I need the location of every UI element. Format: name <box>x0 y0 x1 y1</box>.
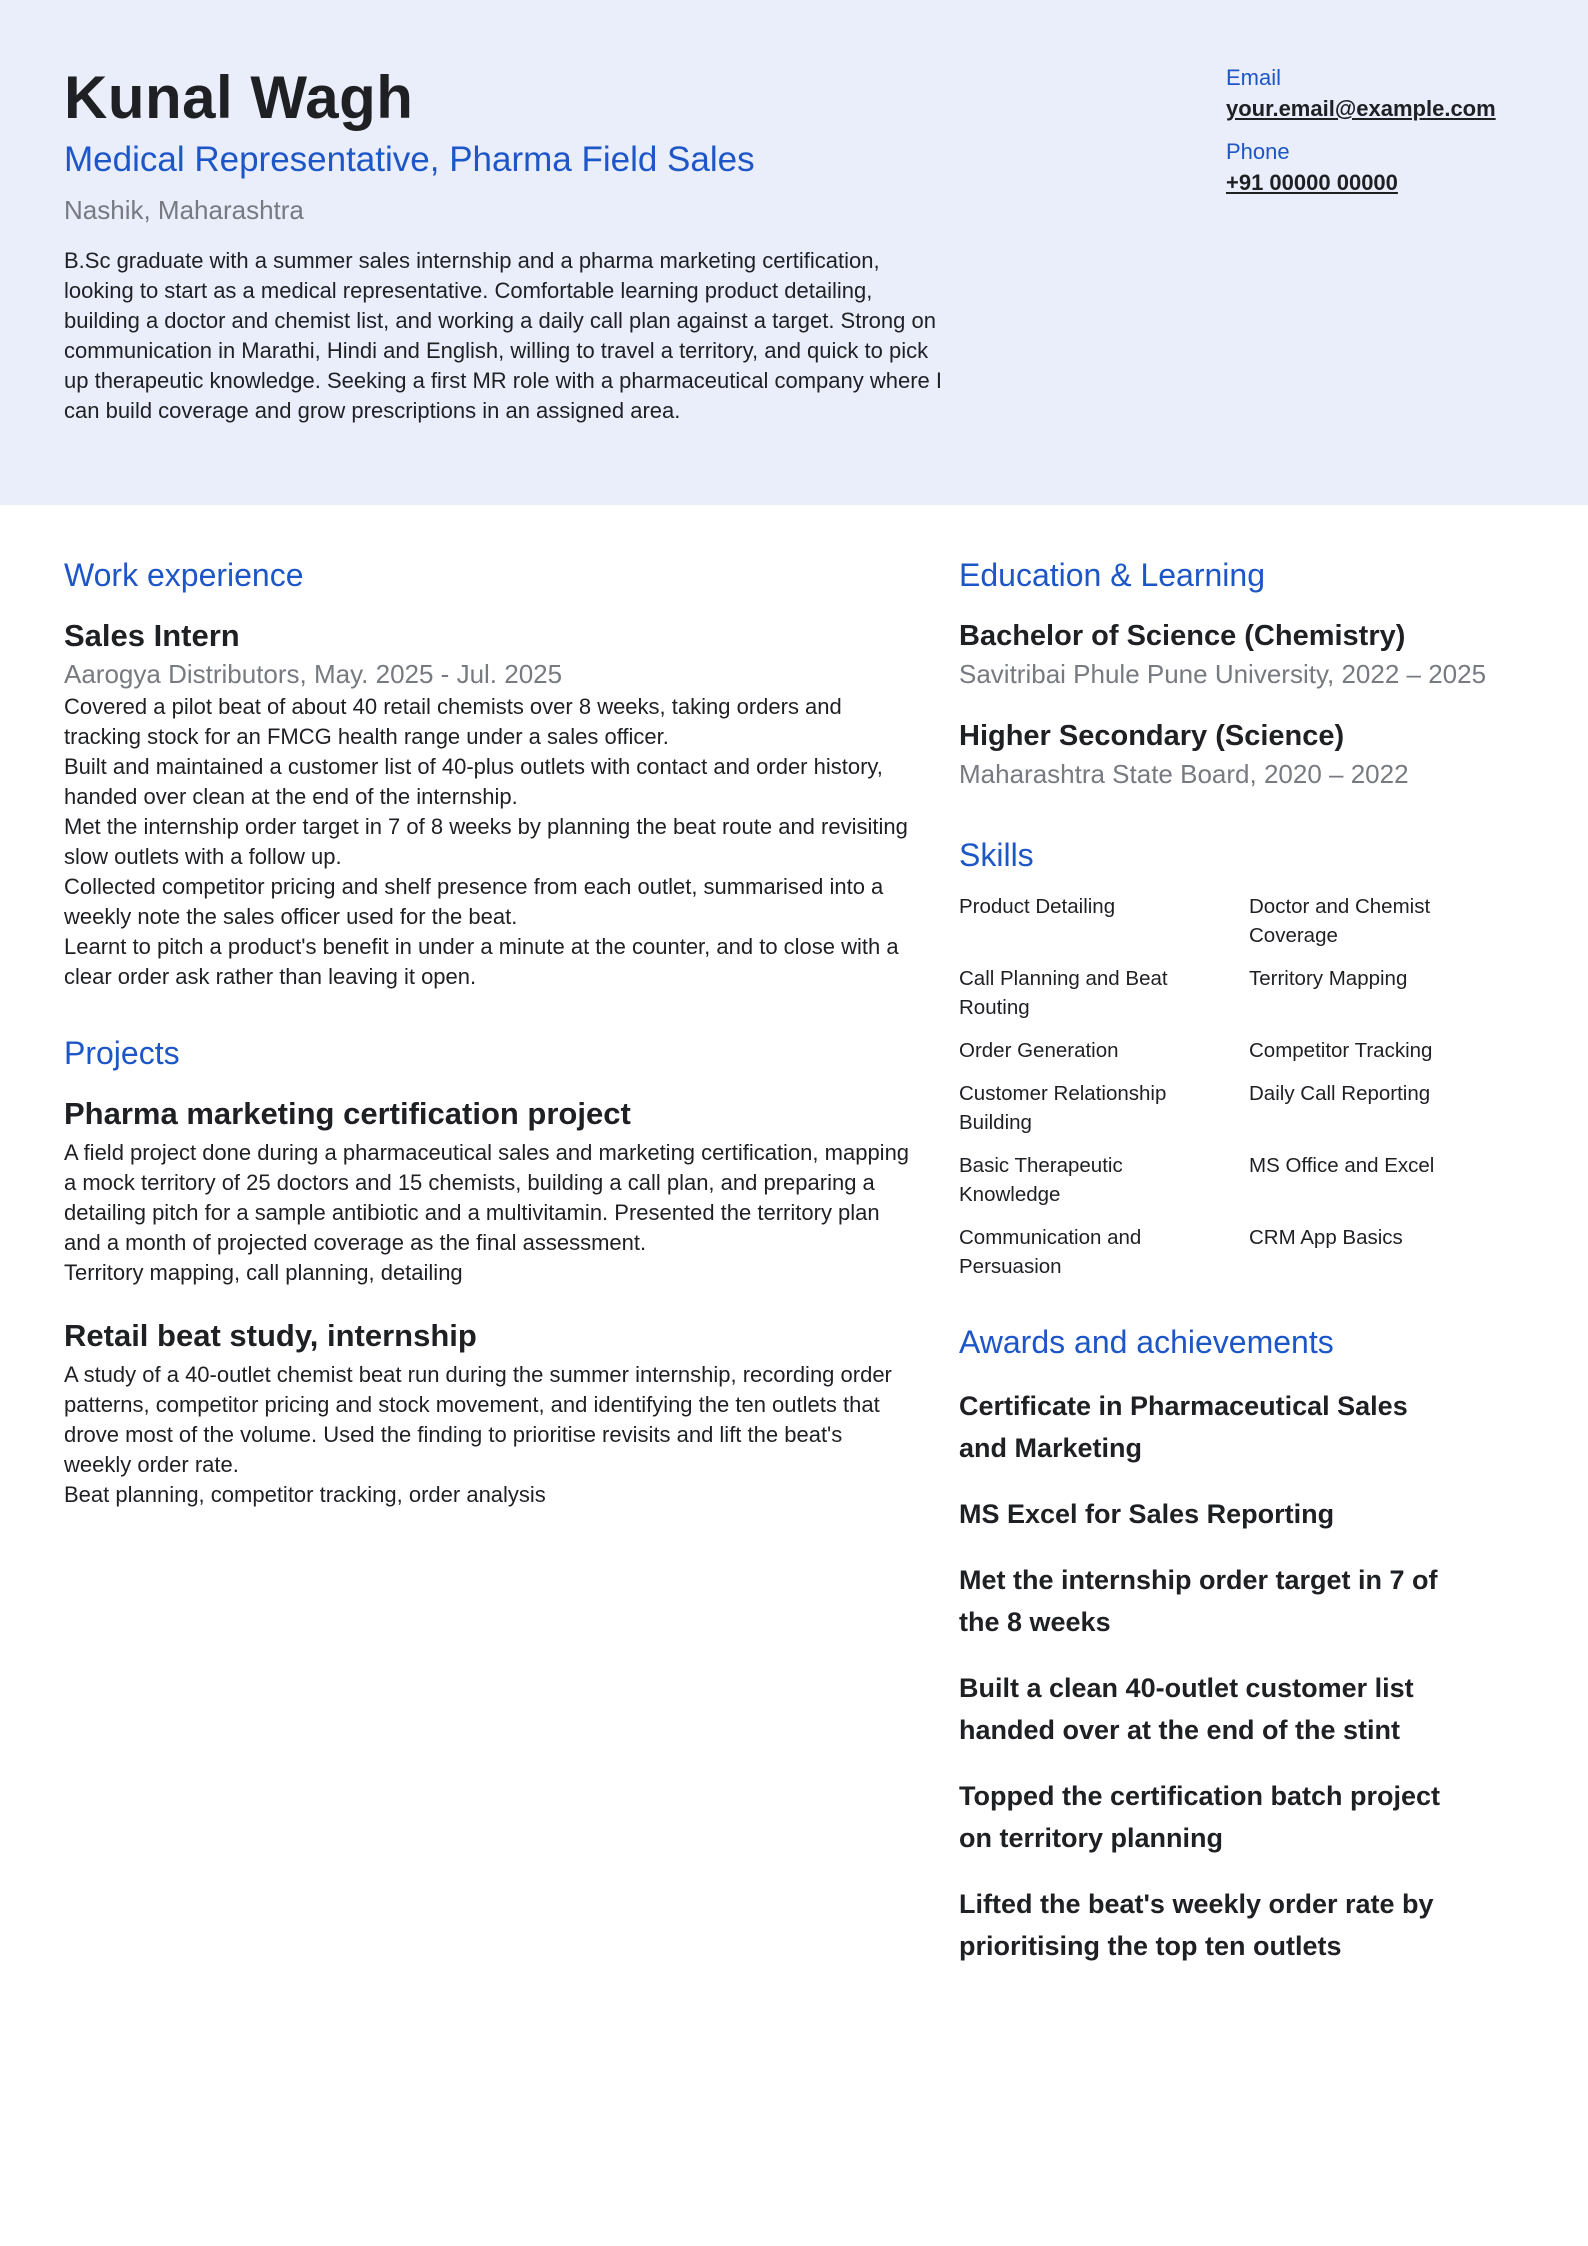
left-column <box>64 552 914 1510</box>
projects-section <box>64 1030 914 1510</box>
job-bullets <box>64 692 914 992</box>
project-item <box>64 1094 914 1288</box>
degree-detail: Maharashtra State Board, 2020 – 2022 <box>959 759 1409 789</box>
skill-item: Customer Relationship Building <box>959 1082 1167 1134</box>
skill-item: Call Planning and Beat Routing <box>959 967 1168 1019</box>
project-name: Pharma marketing certification project <box>64 1096 631 1131</box>
skill-item: Product Detailing <box>959 895 1116 918</box>
skill-item: Competitor Tracking <box>1249 1039 1433 1062</box>
email-label: Email <box>1226 65 1282 90</box>
project-tags: Beat planning, competitor tracking, order analysis <box>64 1482 546 1507</box>
work-experience-heading: Work experience <box>64 557 304 593</box>
degree-name: Higher Secondary (Science) <box>959 720 1345 752</box>
phone-link[interactable]: +91 00000 00000 <box>1226 170 1398 195</box>
award-item: Topped the certification batch project on territory planning <box>959 1781 1441 1853</box>
job-bullet: Built and maintained a customer list of 40-plus outlets with contact and order history, handed over clean at the end of the internship. <box>64 754 883 809</box>
candidate-name: Kunal Wagh <box>64 64 414 131</box>
contact-block <box>1226 62 1566 198</box>
job-employer-dates: Aarogya Distributors, May. 2025 - Jul. 2025 <box>64 659 563 689</box>
project-tags: Territory mapping, call planning, detailing <box>64 1260 463 1285</box>
education-heading: Education & Learning <box>959 557 1265 593</box>
skill-item: Communication and Persuasion <box>959 1226 1142 1278</box>
award-item: Certificate in Pharmaceutical Sales and Marketing <box>959 1391 1408 1463</box>
skill-item: Territory Mapping <box>1249 967 1408 990</box>
skills-heading: Skills <box>959 837 1034 873</box>
degree-name: Bachelor of Science (Chemistry) <box>959 620 1406 652</box>
email-link[interactable]: your.email@example.com <box>1226 96 1496 121</box>
job-bullet: Learnt to pitch a product's benefit in under a minute at the counter, and to close with a clear order ask rather than leaving it open. <box>64 934 899 989</box>
award-item: Built a clean 40-outlet customer list handed over at the end of the stint <box>959 1673 1414 1745</box>
phone-label: Phone <box>1226 139 1290 164</box>
degree-detail: Savitribai Phule Pune University, 2022 – 2025 <box>959 659 1487 689</box>
candidate-role: Medical Representative, Pharma Field Sales <box>64 140 755 179</box>
skill-item: Order Generation <box>959 1039 1119 1062</box>
education-item <box>959 716 1559 792</box>
job-title: Sales Intern <box>64 618 240 653</box>
award-item: MS Excel for Sales Reporting <box>959 1499 1335 1529</box>
job-bullet: Met the internship order target in 7 of 8 weeks by planning the beat route and revisiting slow outlets with a follow up. <box>64 814 908 869</box>
awards-heading: Awards and achievements <box>959 1324 1334 1360</box>
project-item <box>64 1316 914 1510</box>
award-item: Met the internship order target in 7 of the 8 weeks <box>959 1565 1438 1637</box>
project-description: A field project done during a pharmaceutical sales and marketing certification, mapping a mock territory of 25 doctors and 15 chemists, building a call plan, and preparing a detailing pitch for a sample antibiotic and a multivitamin. Presented the territory plan and a month of projected coverage as the final assessment. <box>64 1140 910 1255</box>
projects-heading: Projects <box>64 1035 180 1071</box>
skills-grid <box>959 892 1559 1281</box>
skill-item: CRM App Basics <box>1249 1226 1403 1249</box>
resume-header <box>0 0 1588 505</box>
job-bullet: Covered a pilot beat of about 40 retail chemists over 8 weeks, taking orders and tracking stock for an FMCG health range under a sales officer. <box>64 694 842 749</box>
job-bullet: Collected competitor pricing and shelf presence from each outlet, summarised into a weekly note the sales officer used for the beat. <box>64 874 884 929</box>
candidate-location: Nashik, Maharashtra <box>64 195 304 225</box>
award-item: Lifted the beat's weekly order rate by prioritising the top ten outlets <box>959 1889 1434 1961</box>
project-name: Retail beat study, internship <box>64 1318 477 1353</box>
profile-summary: B.Sc graduate with a summer sales internship and a pharma marketing certification, looking to start as a medical representative. Comfortable learning product detailing, building a doctor and chemist list, and working a daily call plan against a target. Strong on communication in Marathi, Hindi and English, willing to travel a territory, and quick to pick up therapeutic knowledge. Seeking a first MR role with a pharmaceutical company where I can build coverage and grow prescriptions in an assigned area. <box>64 248 943 423</box>
skill-item: Basic Therapeutic Knowledge <box>959 1154 1123 1206</box>
education-section <box>959 552 1559 792</box>
awards-section <box>959 1319 1559 1967</box>
work-experience-section <box>64 552 914 992</box>
right-column <box>959 552 1559 1991</box>
education-item <box>959 616 1559 692</box>
skill-item: Doctor and Chemist Coverage <box>1249 895 1431 947</box>
skill-item: MS Office and Excel <box>1249 1154 1435 1177</box>
skill-item: Daily Call Reporting <box>1249 1082 1431 1105</box>
project-description: A study of a 40-outlet chemist beat run during the summer internship, recording order patterns, competitor pricing and stock movement, and identifying the ten outlets that drove most of the volume. Used the finding to prioritise revisits and lift the beat's weekly order rate. <box>64 1362 892 1477</box>
skills-section <box>959 832 1559 1281</box>
